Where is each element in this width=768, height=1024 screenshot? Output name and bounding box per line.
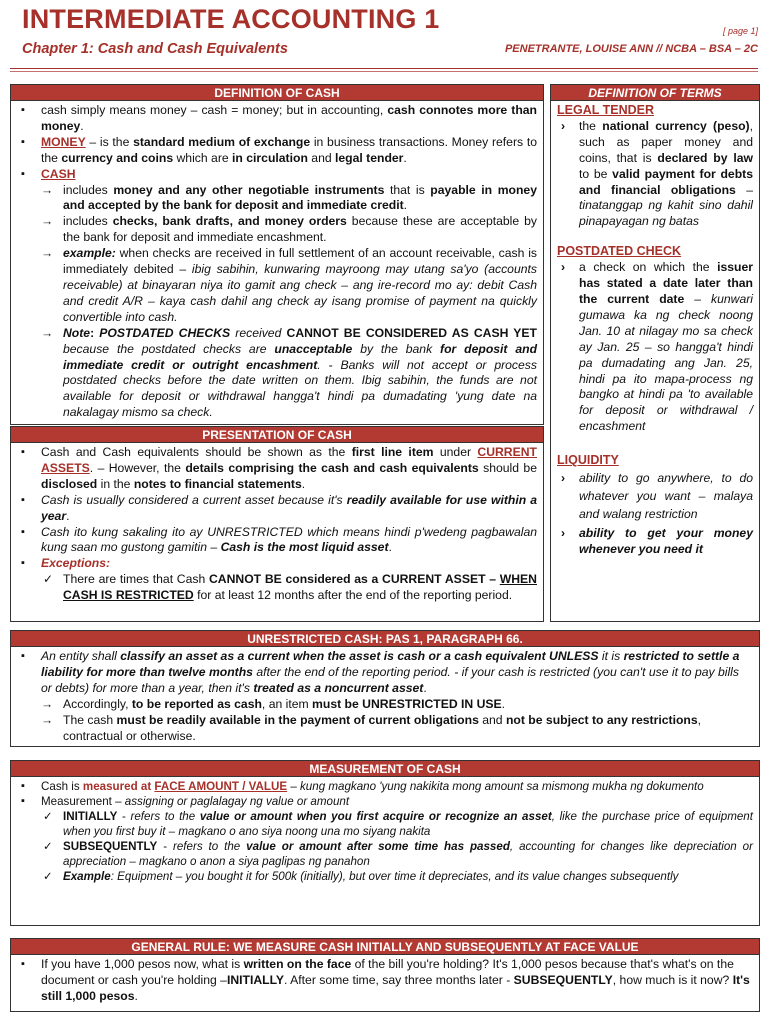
- author-line: PENETRANTE, LOUISE ANN // NCBA – BSA – 2C: [504, 43, 758, 55]
- presentation-content: ▪ Cash and Cash equivalents should be shown as the first line item under CURRENT ASSETS. – However, the details comprising the cash and cash equivalents should be disclosed in the notes to financial statements. ▪ Cash is usually considered a current asset because it's readily available for use within a year. ▪ Cash ito kung sakaling ito ay UNRESTRICTED which means hindi p'wedeng pagbawalan kung saan mo gustong gamitin – Cash is the most liquid asset. ▪ Exceptions: ✓ There are times that Cash CANNOT BE considered as a CURRENT ASSET – WHEN CASH IS RESTRICTED for at least 12 months after the end of the reporting period.: [11, 443, 543, 604]
- section-title-definition: DEFINITION OF CASH: [11, 85, 543, 101]
- section-title-terms: DEFINITION OF TERMS: [551, 85, 759, 101]
- term-liquidity: LIQUIDITY: [557, 453, 619, 468]
- document-title: INTERMEDIATE ACCOUNTING 1: [22, 4, 440, 34]
- term-legal-tender: LEGAL TENDER: [557, 103, 654, 117]
- header-divider-secondary: [10, 71, 758, 72]
- header-divider: [10, 68, 758, 69]
- measurement-of-cash-section: [10, 760, 760, 926]
- definition-of-terms-section: [550, 84, 760, 622]
- section-title-presentation: PRESENTATION OF CASH: [11, 427, 543, 443]
- section-title-unrestricted: UNRESTRICTED CASH: PAS 1, PARAGRAPH 66.: [11, 631, 759, 647]
- general-rule-section: [10, 938, 760, 1012]
- presentation-of-cash-section: [10, 426, 544, 622]
- unrestricted-content: ▪ An entity shall classify an asset as a current when the asset is cash or a cash equivalent UNLESS it is restricted to settle a liability for more than twelve months after the end of the reporting period. - if your cash is restricted (you can't use it to pay bills or debts) for more than a year, then it's treated as a noncurrent asset. → Accordingly, to be reported as cash, an item must be UNRESTRICTED IN USE. → The cash must be readily available in the payment of current obligations and not be subject to any restrictions, contractual or otherwise.: [11, 647, 759, 744]
- measurement-content: ▪ Cash is measured at FACE AMOUNT / VALUE – kung magkano 'yung nakikita mong amount sa mismong mukha ng dokumento ▪ Measurement – assigning or paglalagay ng value or amount ✓ INITIALLY - refers to the value or amount when you first acquire or recognize an asset, like the purchase price of equipment when you first buy it – magkano o ano siya noong una mo siyang nakita ✓ SUBSEQUENTLY - refers to the value or amount after some time has passed, accounting for changes like depreciation or appreciation – magkano o anon a siya paglipas ng panahon ✓ Example: Equipment – you bought it for 500k (initially), but over time it depreciates, and its value changes subsequently: [11, 777, 759, 884]
- definition-content: ▪ cash simply means money – cash = money; but in accounting, cash connotes more than money. ▪ MONEY – is the standard medium of exchange in business transactions. Money refers to the currency and coins which are in circulation and legal tender. ▪ CASH → includes money and any other negotiable instruments that is payable in money and accepted by the bank for deposit and immediate credit. → includes checks, bank drafts, and money orders because these are acceptable by the bank for deposit and immediate encashment. → example: when checks are received in full settlement of an account receivable, cash is immediately debited – ibig sabihin, kunwaring mayroong may utang sa'yo (accounts receivable) at binayaran niya ito gamit ang check – ang ire-record mo ay: debit Cash and credit A/R – kaya cash dahil ang check ay isang promise of payment na quickly convertible into cash. → Note: POSTDATED CHECKS received CANNOT BE CONSIDERED AS CASH YET because the postdated checks are unacceptable by the bank for deposit and immediate credit or outright encashment. - Banks will not accept or process postdated checks before the date written on them. Ibig sabihin, the funds are not available for deposit or withdrawal hangga't hindi pa dumadating 'yung date na nakalagay mismo sa check.: [11, 101, 543, 421]
- general-rule-content: ▪ If you have 1,000 pesos now, what is written on the face of the bill you're holding? It's 1,000 pesos because that's what's on the document or cash you're holding –INITIALLY. After some time, say three months later - SUBSEQUENTLY, how much is it now? It's still 1,000 pesos.: [11, 955, 759, 1005]
- chapter-subtitle: Chapter 1: Cash and Cash Equivalents: [22, 41, 288, 57]
- unrestricted-cash-section: [10, 630, 760, 747]
- definition-of-cash-section: [10, 84, 544, 425]
- term-postdated-check: POSTDATED CHECK: [557, 244, 682, 259]
- section-title-general-rule: GENERAL RULE: WE MEASURE CASH INITIALLY AND SUBSEQUENTLY AT FACE VALUE: [11, 939, 759, 955]
- page-number: [ page 1]: [722, 26, 758, 36]
- section-title-measurement: MEASUREMENT OF CASH: [11, 761, 759, 777]
- terms-content: LEGAL TENDER › the national currency (peso), such as paper money and coins, that is declared by law to be valid payment for debts and financial obligations – tinatanggap ng kahit sino dahil pinapayagan ng batas POSTDATED CHECK › a check on which the issuer has stated a date later than the current date – kunwari gumawa ka ng check noong Jan. 10 at nilagay mo sa check ay Jan. 25 – so hangga't hindi pa dumadating ang Jan. 25, hindi pa ito mapa-process ng bangko at hindi pa 'to available for deposit or withdrawal / encashment LIQUIDITY › ability to go anywhere, to do whatever you want – malaya and walang restriction › ability to get your money whenever you need it: [551, 101, 759, 558]
